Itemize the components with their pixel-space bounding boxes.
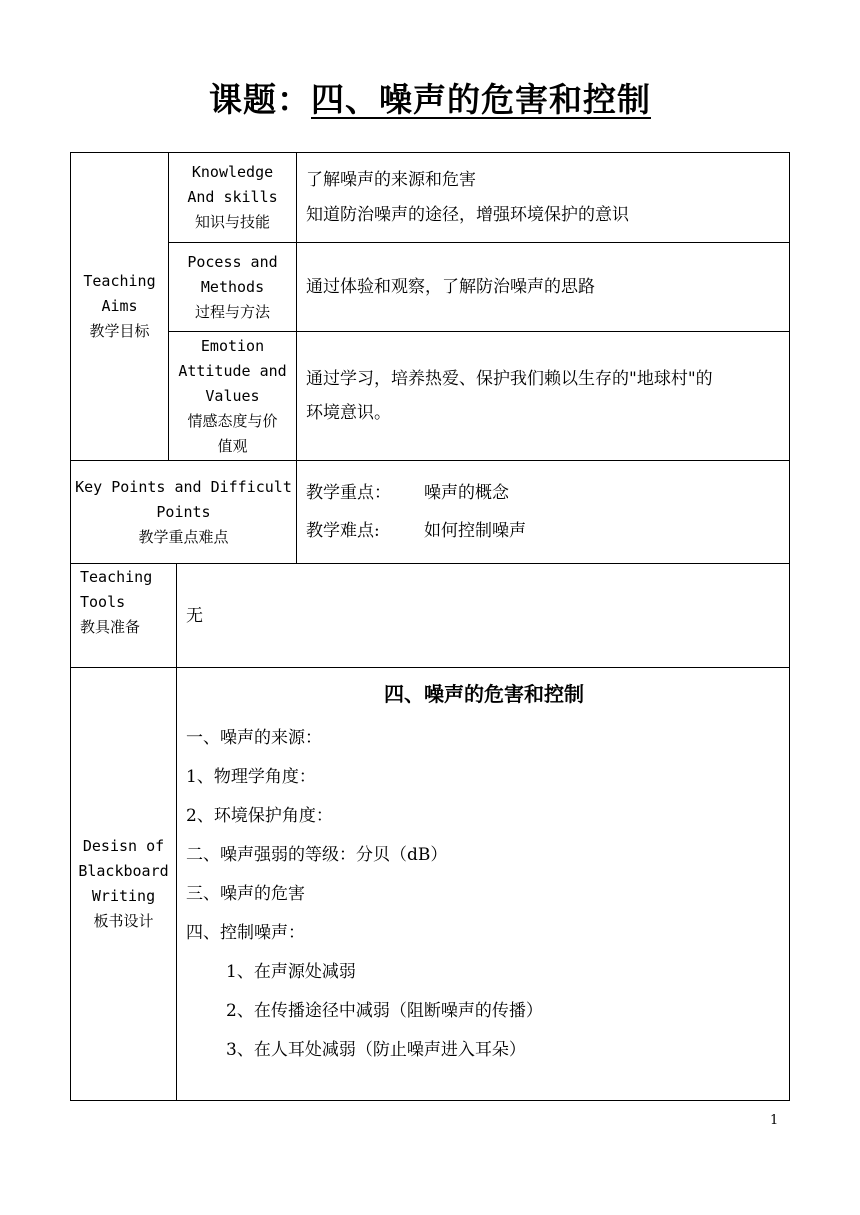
blackboard-sub-line-3: 3、在人耳处减弱（防止噪声进入耳朵）	[226, 1040, 526, 1060]
knowledge-line-1: 了解噪声的来源和危害	[306, 169, 476, 190]
blackboard-line-1: 一、噪声的来源：	[186, 728, 322, 748]
teaching-tools-value: 无	[186, 605, 203, 626]
page-number: 1	[770, 1113, 779, 1128]
blackboard-label-en3: Writing	[91, 887, 156, 905]
knowledge-label-en2: And skills	[187, 188, 278, 206]
teaching-tools-label-en1: Teaching	[80, 568, 153, 586]
table-border-right	[789, 152, 790, 1101]
knowledge-content	[306, 153, 786, 242]
teaching-aims-label	[71, 153, 168, 460]
emotion-label	[169, 332, 296, 460]
key-focus-label: 教学重点：	[306, 483, 391, 503]
teaching-aims-label-cn: 教学目标	[89, 322, 150, 340]
title-main: 四、噪声的危害和控制	[311, 80, 651, 119]
blackboard-label-en1: Desisn of	[82, 837, 165, 855]
blackboard-line-5: 三、噪声的危害	[186, 884, 305, 904]
process-content	[306, 243, 786, 331]
key-focus-value: 噪声的概念	[424, 483, 509, 503]
blackboard-title: 四、噪声的危害和控制	[384, 682, 584, 706]
key-points-label-cn: 教学重点难点	[138, 527, 229, 546]
emotion-label-cn2: 值观	[217, 436, 248, 455]
process-label-en2: Methods	[200, 277, 265, 296]
knowledge-label-en1: Knowledge	[191, 163, 274, 181]
blackboard-line-2: 1、物理学角度：	[186, 767, 316, 787]
emotion-line-2: 环境意识。	[306, 403, 391, 423]
process-label-en1: Pocess and	[187, 252, 278, 271]
emotion-label-en1: Emotion	[200, 336, 265, 355]
process-line-1: 通过体验和观察，了解防治噪声的思路	[306, 277, 595, 297]
emotion-content	[306, 332, 788, 460]
teaching-aims-label-en2: Aims	[101, 297, 138, 315]
blackboard-line-6: 四、控制噪声：	[186, 923, 305, 943]
blackboard-line-3: 2、环境保护角度：	[186, 806, 333, 826]
title-prefix: 课题：	[209, 80, 311, 119]
process-label-cn: 过程与方法	[194, 302, 270, 321]
process-label	[169, 243, 296, 331]
emotion-label-en2: Attitude and	[178, 361, 287, 380]
knowledge-label	[169, 153, 296, 242]
table-border-bottom	[70, 1100, 790, 1101]
teaching-tools-label-en2: Tools	[80, 593, 126, 611]
blackboard-sub-line-2: 2、在传播途径中减弱（阻断噪声的传播）	[226, 1001, 543, 1021]
key-points-label-en2: Points	[156, 502, 211, 521]
key-points-label	[71, 461, 296, 563]
divider-h-blackboard	[70, 667, 790, 668]
blackboard-label-cn: 板书设计	[93, 912, 154, 930]
divider-v-tools	[176, 563, 177, 1101]
blackboard-line-4: 二、噪声强弱的等级：分贝（dB）	[186, 845, 448, 865]
key-focus-row	[306, 474, 786, 512]
emotion-line-1: 通过学习，培养热爱、保护我们赖以生存的"地球村"的	[306, 369, 713, 389]
key-difficulty-value: 如何控制噪声	[424, 521, 526, 541]
teaching-aims-label-en1: Teaching	[83, 272, 156, 290]
knowledge-line-2: 知道防治噪声的途径，增强环境保护的意识	[306, 204, 629, 225]
divider-v-content	[296, 152, 297, 564]
knowledge-label-cn: 知识与技能	[194, 213, 270, 231]
blackboard-content	[186, 679, 782, 1089]
key-points-content	[306, 461, 786, 563]
key-points-label-en1: Key Points and Difficult	[75, 477, 292, 496]
teaching-tools-label	[80, 565, 176, 667]
blackboard-sub-line-1: 1、在声源处减弱	[226, 962, 356, 982]
emotion-label-en3: Values	[205, 386, 260, 405]
key-difficulty-label: 教学难点:	[306, 521, 380, 541]
blackboard-label	[71, 668, 176, 1100]
emotion-label-cn1: 情感态度与价	[187, 411, 278, 430]
key-difficulty-row	[306, 512, 786, 550]
teaching-tools-content	[186, 564, 776, 667]
blackboard-label-en2: Blackboard	[78, 862, 169, 880]
teaching-tools-label-cn: 教具准备	[80, 618, 141, 636]
page-title	[0, 78, 860, 122]
